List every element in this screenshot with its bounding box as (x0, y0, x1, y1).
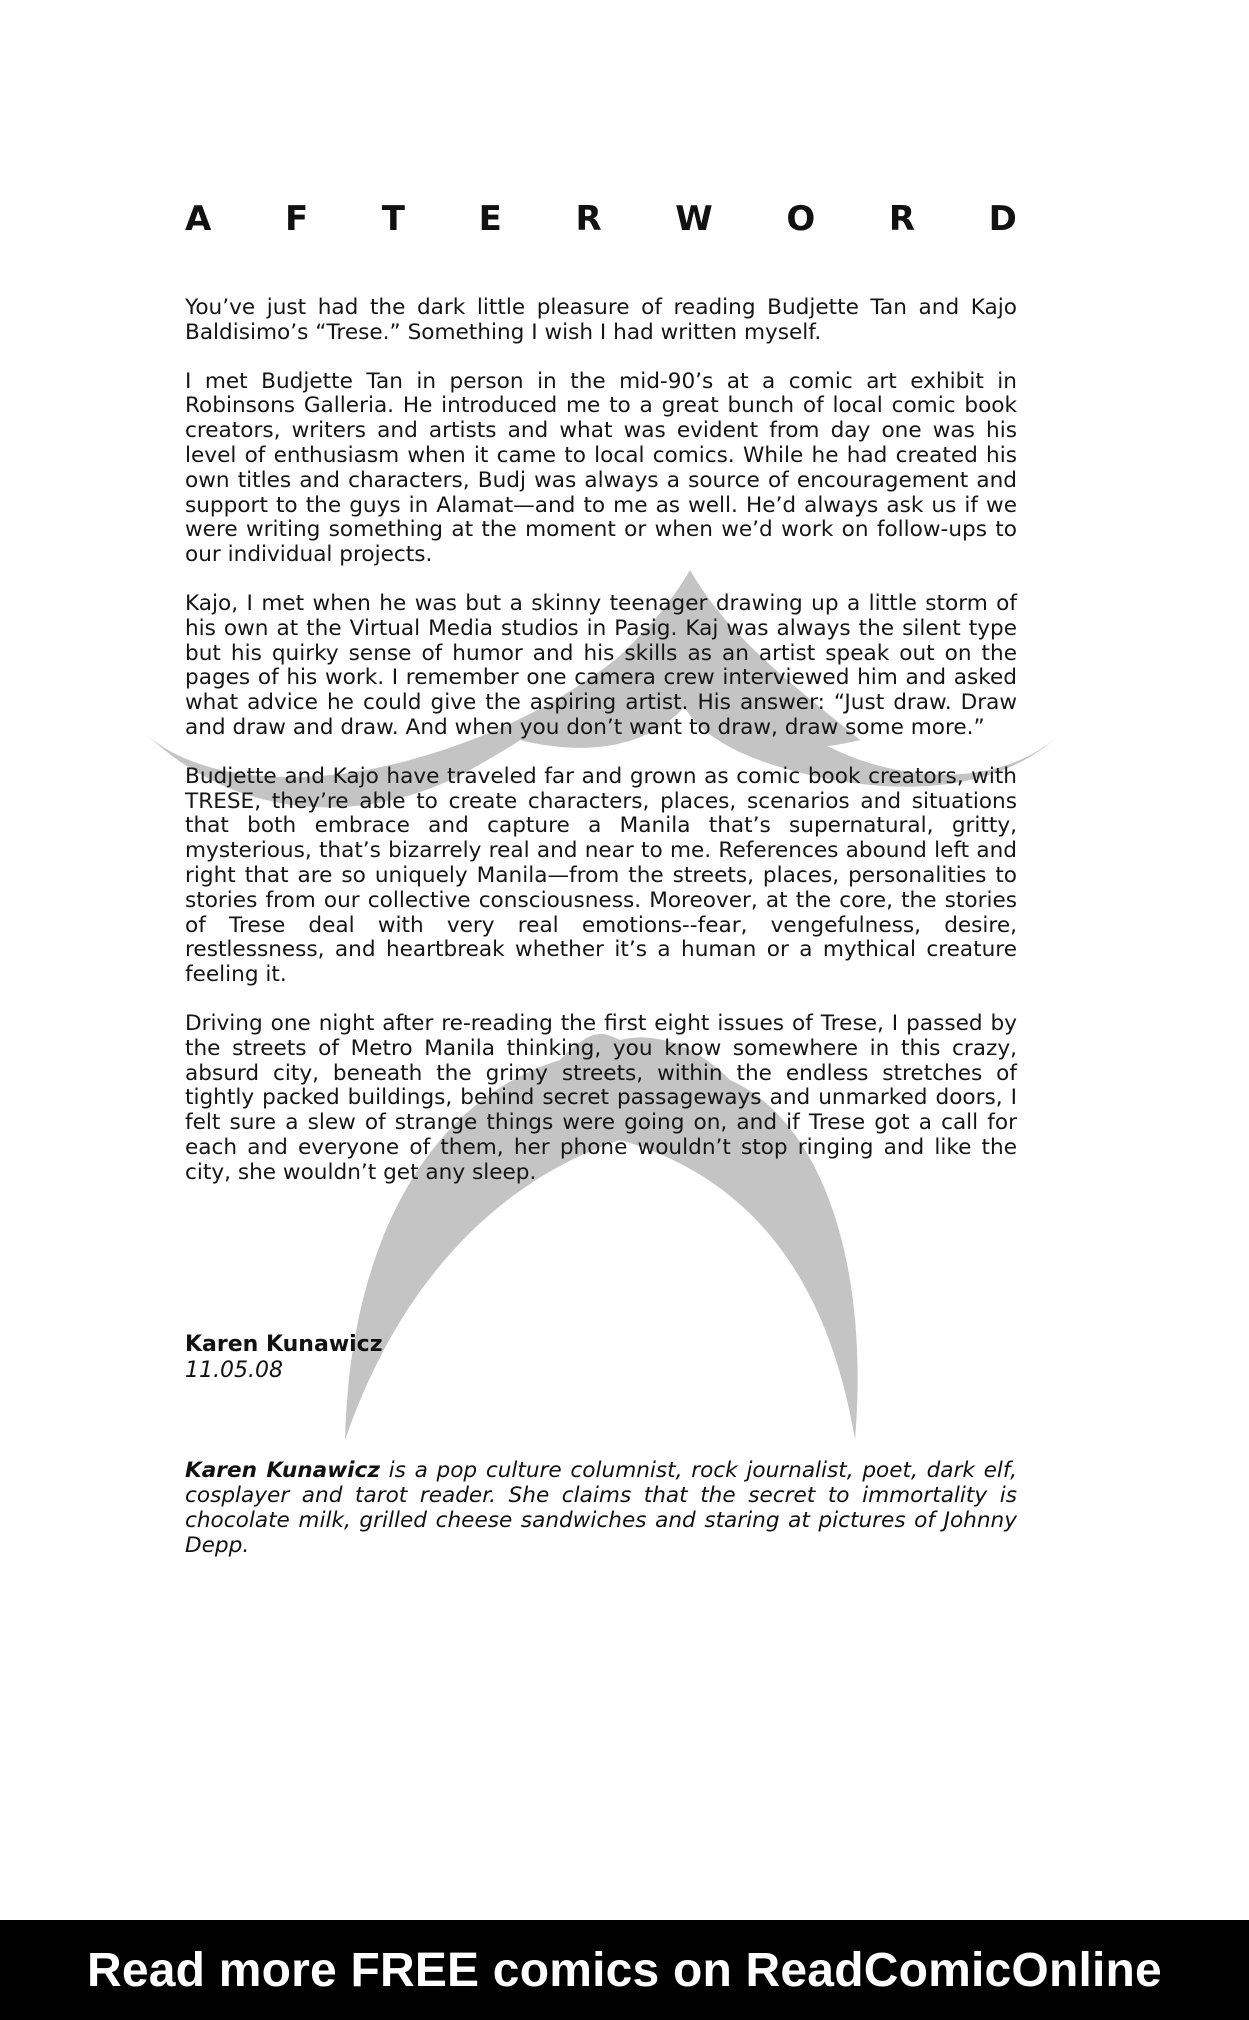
paragraph-intro: You’ve just had the dark little pleasure of reading Budjette Tan and Kajo Baldisimo’s “Trese.” Something I wish I had written myself. (185, 295, 1017, 345)
paragraph-kajo: Kajo, I met when he was but a skinny teenager drawing up a little storm of his own at the Virtual Media studios in Pasig. Kaj was always the silent type but his quirky sense of humor and his skills as an artist speak out on the pages of his work. I remember one camera crew interviewed him and asked what advice he could give the aspiring artist. His answer: “Just draw. Draw and draw and draw. And when you don’t want to draw, draw some more.” (185, 590, 1017, 740)
page-title (185, 199, 1017, 239)
paragraph-budjette: I met Budjette Tan in person in the mid-90’s at a comic art exhibit in Robinsons Galleria. He introduced me to a great bunch of local comic book creators, writers and artists and what was evident from day one was his level of enthusiasm when it came to local comics. While he had created his own titles and characters, Budj was always a source of encouragement and support to the guys in Alamat—and to me as well. He’d always ask us if we were writing something at the moment or when we’d work on follow-ups to our individual projects. (185, 368, 1017, 568)
promo-banner-text[interactable]: Read more FREE comics on ReadComicOnline (87, 1943, 1162, 1997)
paragraph-trese: Budjette and Kajo have traveled far and grown as comic book creators, with TRESE, they’re able to create characters, places, scenarios and situations that both embrace and capture a Manila that’s supernatural, gritty, mysterious, that’s bizarrely real and near to me. References abound left and right that are so uniquely Manila—from the streets, places, personalities to stories from our collective consciousness. Moreover, at the core, the stories of Trese deal with very real emotions--fear, vengefulness, desire, restlessness, and heartbreak whether it’s a human or a mythical creature feeling it. (185, 763, 1017, 988)
title-letter: R (888, 198, 916, 239)
author-date: 11.05.08 (185, 1358, 283, 1383)
title-letter: D (988, 198, 1017, 239)
promo-banner[interactable] (0, 1920, 1249, 2020)
title-letter: R (575, 198, 602, 239)
title-letter: E (478, 198, 502, 239)
title-letter: T (381, 198, 405, 239)
paragraph-driving: Driving one night after re-reading the first eight issues of Trese, I passed by the streets of Metro Manila thinking, you know somewhere in this crazy, absurd city, beneath the grimy streets, within the endless stretches of tightly packed buildings, behind secret passageways and unmarked doors, I felt sure a slew of strange things were going on, and if Trese got a call for each and everyone of them, her phone wouldn’t stop ringing and like the city, she wouldn’t get any sleep. (185, 1010, 1017, 1185)
afterword-body (185, 296, 1017, 1210)
author-name: Karen Kunawicz (185, 1332, 383, 1357)
title-letter: W (675, 198, 713, 239)
author-bio (185, 1458, 1017, 1558)
bio-author-name: Karen Kunawicz (185, 1458, 380, 1483)
signature-block (185, 1332, 1017, 1384)
title-letter: O (786, 198, 816, 239)
title-letter: F (284, 198, 309, 239)
bio-text: is a pop culture columnist, rock journalist, poet, dark elf, cosplayer and tarot reader. She claims that the secret to immortality is chocolate milk, grilled cheese sandwiches and staring at pictures of Johnny Depp. (185, 1458, 1017, 1558)
title-letter: A (185, 198, 212, 239)
